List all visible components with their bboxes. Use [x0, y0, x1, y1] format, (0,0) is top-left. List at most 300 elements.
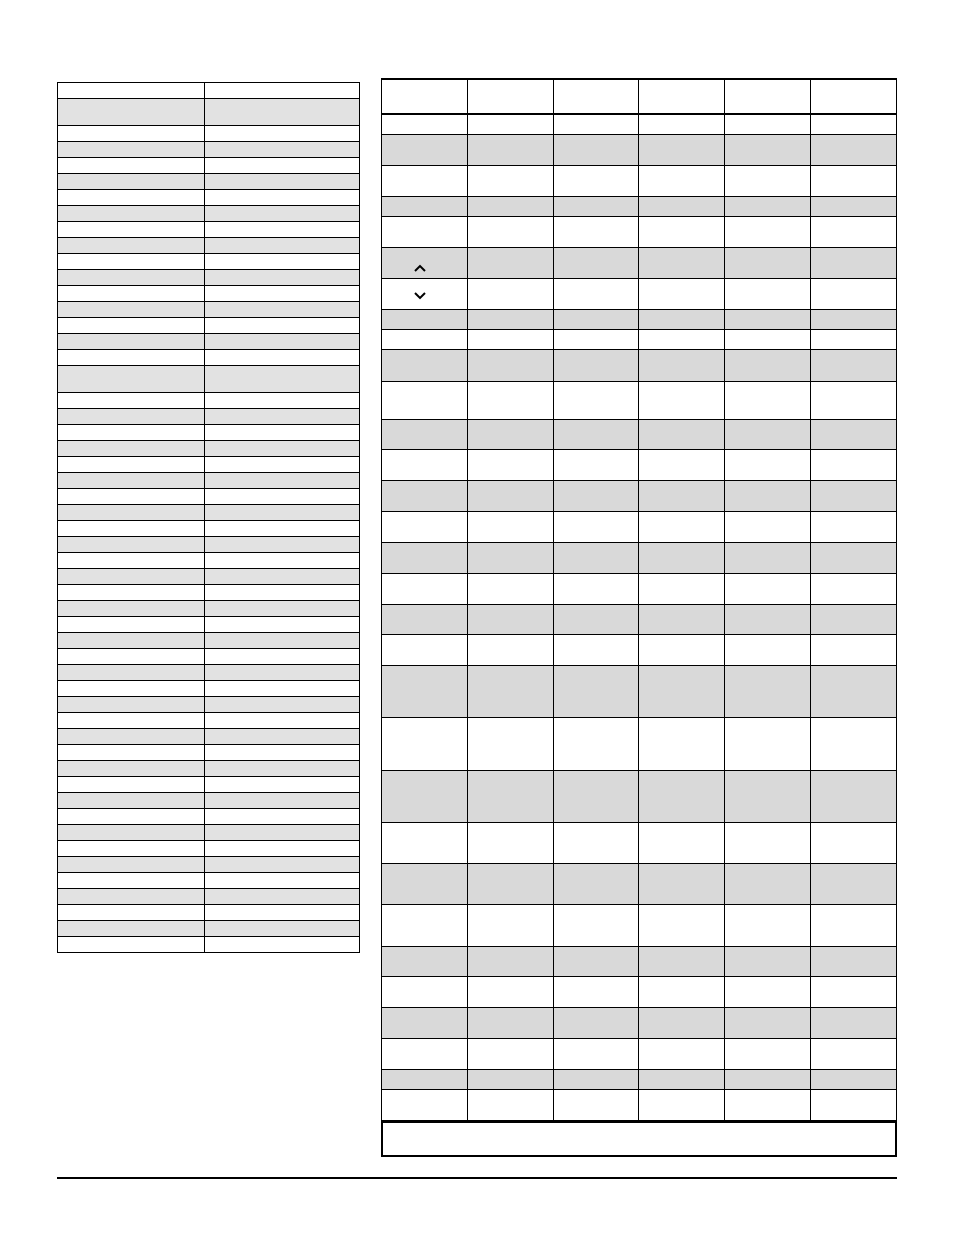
table-cell [468, 1069, 554, 1089]
table-cell [725, 511, 811, 542]
table-row [382, 309, 897, 329]
table-cell [205, 238, 360, 254]
table-cell [811, 329, 897, 349]
table-cell [58, 921, 205, 937]
table-row [58, 537, 360, 553]
table-cell [811, 381, 897, 419]
table-cell [554, 1089, 639, 1120]
table-cell [205, 553, 360, 569]
table-cell [811, 165, 897, 196]
table-cell [725, 329, 811, 349]
table-cell [468, 634, 554, 665]
table-row [382, 665, 897, 717]
right-table-body [382, 79, 897, 1120]
table-cell [554, 381, 639, 419]
table-cell [58, 174, 205, 190]
table-row [58, 425, 360, 441]
table-cell [554, 770, 639, 822]
table-cell [811, 976, 897, 1007]
table-cell [205, 142, 360, 158]
table-cell [725, 822, 811, 863]
table-cell [382, 196, 468, 216]
table-cell [468, 381, 554, 419]
table-row [382, 511, 897, 542]
table-cell [468, 349, 554, 381]
table-row [58, 857, 360, 873]
table-cell [382, 904, 468, 946]
table-cell [58, 761, 205, 777]
table-cell [811, 278, 897, 309]
table-cell [468, 1038, 554, 1069]
table-row [58, 569, 360, 585]
table-cell [554, 278, 639, 309]
table-cell [382, 480, 468, 511]
table-cell [725, 247, 811, 278]
table-cell [725, 604, 811, 634]
table-cell [811, 665, 897, 717]
table-cell [554, 165, 639, 196]
table-cell [554, 247, 639, 278]
table-cell [811, 717, 897, 770]
table-row [58, 713, 360, 729]
table-row [382, 247, 897, 278]
table-cell [725, 573, 811, 604]
table-cell [58, 206, 205, 222]
right-table [381, 78, 897, 1121]
table-row [382, 573, 897, 604]
table-row [382, 165, 897, 196]
table-row [382, 863, 897, 904]
table-cell [725, 542, 811, 573]
table-cell [205, 409, 360, 425]
table-cell [58, 537, 205, 553]
table-cell [639, 381, 725, 419]
table-row [58, 601, 360, 617]
table-cell [382, 349, 468, 381]
table-cell [811, 604, 897, 634]
table-cell [58, 302, 205, 318]
table-cell [205, 905, 360, 921]
table-header-row [382, 79, 897, 114]
table-cell [554, 1038, 639, 1069]
table-cell [554, 604, 639, 634]
table-cell [205, 254, 360, 270]
table-cell [58, 857, 205, 873]
table-row [58, 99, 360, 126]
table-cell [639, 1069, 725, 1089]
left-table [57, 82, 360, 953]
table-cell [205, 681, 360, 697]
table-row [382, 1069, 897, 1089]
table-cell [468, 165, 554, 196]
table-cell [58, 393, 205, 409]
table-cell [205, 697, 360, 713]
table-cell [811, 419, 897, 449]
table-cell [382, 634, 468, 665]
table-cell [58, 649, 205, 665]
table-cell [811, 216, 897, 247]
table-row [58, 553, 360, 569]
table-cell [554, 822, 639, 863]
table-row [58, 905, 360, 921]
table-row [58, 441, 360, 457]
table-cell [639, 946, 725, 976]
table-row [382, 634, 897, 665]
table-row [382, 329, 897, 349]
table-cell [639, 278, 725, 309]
table-row [58, 350, 360, 366]
table-cell [58, 99, 205, 126]
table-cell [382, 604, 468, 634]
table-cell [382, 449, 468, 480]
table-cell [58, 521, 205, 537]
table-cell [639, 247, 725, 278]
table-cell [382, 573, 468, 604]
table-cell [554, 329, 639, 349]
table-row [58, 142, 360, 158]
table-cell [205, 665, 360, 681]
table-cell [58, 633, 205, 649]
table-row [58, 793, 360, 809]
table-row [58, 777, 360, 793]
table-cell [205, 649, 360, 665]
caret-down-icon [413, 292, 427, 300]
table-cell [639, 511, 725, 542]
table-cell [58, 254, 205, 270]
table-cell [639, 717, 725, 770]
table-cell [382, 542, 468, 573]
table-cell [58, 366, 205, 393]
table-cell [205, 857, 360, 873]
table-cell [554, 863, 639, 904]
table-row [58, 681, 360, 697]
table-cell [811, 449, 897, 480]
table-cell [811, 1069, 897, 1089]
table-cell [382, 511, 468, 542]
table-cell [205, 489, 360, 505]
table-cell [382, 1007, 468, 1038]
table-cell [554, 542, 639, 573]
table-cell [205, 761, 360, 777]
table-cell [468, 946, 554, 976]
table-row [58, 206, 360, 222]
table-cell [468, 1089, 554, 1120]
table-cell [468, 863, 554, 904]
table-cell [58, 601, 205, 617]
table-cell [205, 393, 360, 409]
table-cell [811, 634, 897, 665]
table-cell [639, 449, 725, 480]
table-row [58, 409, 360, 425]
table-cell [205, 302, 360, 318]
table-cell [58, 809, 205, 825]
table-row [58, 286, 360, 302]
table-cell [639, 114, 725, 134]
table-row [58, 222, 360, 238]
table-row [382, 904, 897, 946]
table-cell [725, 946, 811, 976]
table-row [382, 419, 897, 449]
table-cell [639, 904, 725, 946]
table-cell [382, 381, 468, 419]
table-cell [58, 83, 205, 99]
column-header [382, 79, 468, 114]
table-cell [639, 349, 725, 381]
table-cell [205, 537, 360, 553]
table-cell [725, 634, 811, 665]
table-cell [725, 1038, 811, 1069]
table-cell [58, 286, 205, 302]
table-cell [205, 745, 360, 761]
table-row [58, 873, 360, 889]
table-cell [58, 793, 205, 809]
table-cell [468, 822, 554, 863]
table-cell [811, 309, 897, 329]
table-cell [554, 511, 639, 542]
table-row [58, 697, 360, 713]
table-cell [205, 777, 360, 793]
table-cell [639, 542, 725, 573]
table-cell [205, 190, 360, 206]
table-cell [58, 126, 205, 142]
table-row [382, 134, 897, 165]
table-cell [205, 729, 360, 745]
table-row [382, 770, 897, 822]
table-cell [468, 604, 554, 634]
table-cell [468, 665, 554, 717]
table-cell [468, 976, 554, 1007]
table-cell [58, 489, 205, 505]
table-cell [205, 286, 360, 302]
table-cell [639, 634, 725, 665]
table-cell [205, 633, 360, 649]
table-cell [382, 863, 468, 904]
table-cell [205, 206, 360, 222]
table-cell [725, 904, 811, 946]
table-cell [554, 904, 639, 946]
table-cell [382, 309, 468, 329]
table-cell [58, 841, 205, 857]
table-cell [811, 1038, 897, 1069]
table-cell [554, 419, 639, 449]
table-cell [58, 158, 205, 174]
table-cell [554, 349, 639, 381]
table-cell [468, 419, 554, 449]
table-row [58, 270, 360, 286]
table-cell [58, 873, 205, 889]
table-cell [639, 976, 725, 1007]
footer-rule [57, 1177, 897, 1179]
table-cell [58, 318, 205, 334]
table-cell [205, 873, 360, 889]
table-cell [382, 247, 468, 278]
table-row [58, 649, 360, 665]
table-cell [382, 665, 468, 717]
table-cell [725, 1069, 811, 1089]
table-cell [468, 542, 554, 573]
table-cell [205, 889, 360, 905]
table-cell [205, 841, 360, 857]
table-row [58, 83, 360, 99]
table-row [58, 937, 360, 953]
table-cell [58, 713, 205, 729]
table-cell [725, 216, 811, 247]
table-cell [639, 573, 725, 604]
table-cell [725, 419, 811, 449]
table-row [382, 349, 897, 381]
table-cell [382, 1069, 468, 1089]
table-cell [639, 216, 725, 247]
table-cell [58, 270, 205, 286]
table-cell [554, 573, 639, 604]
table-cell [468, 196, 554, 216]
table-cell [639, 665, 725, 717]
table-cell [639, 1038, 725, 1069]
table-cell [58, 457, 205, 473]
table-cell [205, 126, 360, 142]
table-cell [58, 334, 205, 350]
table-cell [811, 946, 897, 976]
table-cell [811, 573, 897, 604]
table-cell [811, 863, 897, 904]
table-row [58, 334, 360, 350]
table-cell [382, 165, 468, 196]
table-cell [205, 937, 360, 953]
table-cell [205, 334, 360, 350]
table-cell [58, 905, 205, 921]
table-row [58, 921, 360, 937]
table-cell [468, 511, 554, 542]
table-cell [468, 216, 554, 247]
table-cell [205, 457, 360, 473]
table-cell [639, 165, 725, 196]
table-cell [468, 278, 554, 309]
table-cell [58, 825, 205, 841]
table-cell [382, 114, 468, 134]
table-row [58, 126, 360, 142]
table-row [382, 822, 897, 863]
table-cell [554, 1069, 639, 1089]
table-cell [725, 1089, 811, 1120]
table-cell [382, 419, 468, 449]
table-cell [58, 222, 205, 238]
table-cell [811, 770, 897, 822]
table-cell [468, 573, 554, 604]
table-row [58, 473, 360, 489]
table-cell [554, 480, 639, 511]
table-row [58, 617, 360, 633]
table-cell [58, 937, 205, 953]
table-cell [554, 449, 639, 480]
table-row [58, 457, 360, 473]
table-row [58, 254, 360, 270]
table-row [58, 158, 360, 174]
table-row [58, 302, 360, 318]
table-cell [639, 1007, 725, 1038]
table-cell [811, 822, 897, 863]
table-cell [811, 196, 897, 216]
table-cell [382, 976, 468, 1007]
table-row [58, 665, 360, 681]
table-cell [725, 863, 811, 904]
table-cell [205, 174, 360, 190]
table-cell [554, 946, 639, 976]
table-row [58, 366, 360, 393]
table-cell [554, 134, 639, 165]
table-row [382, 542, 897, 573]
table-row [58, 633, 360, 649]
table-cell [382, 946, 468, 976]
column-header [811, 79, 897, 114]
table-row [382, 946, 897, 976]
table-cell [58, 350, 205, 366]
table-row [58, 505, 360, 521]
table-cell [58, 238, 205, 254]
table-cell [382, 770, 468, 822]
table-cell [205, 441, 360, 457]
table-cell [468, 329, 554, 349]
table-cell [468, 134, 554, 165]
table-cell [725, 976, 811, 1007]
table-cell [58, 585, 205, 601]
table-row [382, 604, 897, 634]
table-row [58, 521, 360, 537]
table-cell [205, 99, 360, 126]
table-cell [554, 309, 639, 329]
table-row [58, 489, 360, 505]
table-cell [205, 425, 360, 441]
table-cell [205, 505, 360, 521]
table-cell [554, 114, 639, 134]
table-row [58, 825, 360, 841]
table-cell [205, 366, 360, 393]
table-cell [58, 681, 205, 697]
table-cell [639, 309, 725, 329]
table-cell [725, 349, 811, 381]
table-row [58, 889, 360, 905]
table-row [58, 841, 360, 857]
table-cell [811, 349, 897, 381]
table-cell [468, 480, 554, 511]
table-cell [639, 329, 725, 349]
table-cell [58, 729, 205, 745]
note-box [381, 1121, 897, 1157]
column-header [468, 79, 554, 114]
table-cell [58, 425, 205, 441]
table-row [382, 114, 897, 134]
table-cell [468, 114, 554, 134]
table-cell [58, 473, 205, 489]
table-row [58, 745, 360, 761]
table-cell [639, 863, 725, 904]
table-cell [811, 247, 897, 278]
table-row [382, 976, 897, 1007]
column-header [554, 79, 639, 114]
table-cell [382, 216, 468, 247]
table-cell [468, 717, 554, 770]
table-row [382, 480, 897, 511]
table-cell [58, 409, 205, 425]
table-cell [811, 904, 897, 946]
table-cell [58, 142, 205, 158]
table-row [58, 190, 360, 206]
table-cell [468, 247, 554, 278]
table-cell [205, 713, 360, 729]
table-row [58, 393, 360, 409]
table-cell [725, 278, 811, 309]
table-cell [725, 165, 811, 196]
table-row [58, 809, 360, 825]
